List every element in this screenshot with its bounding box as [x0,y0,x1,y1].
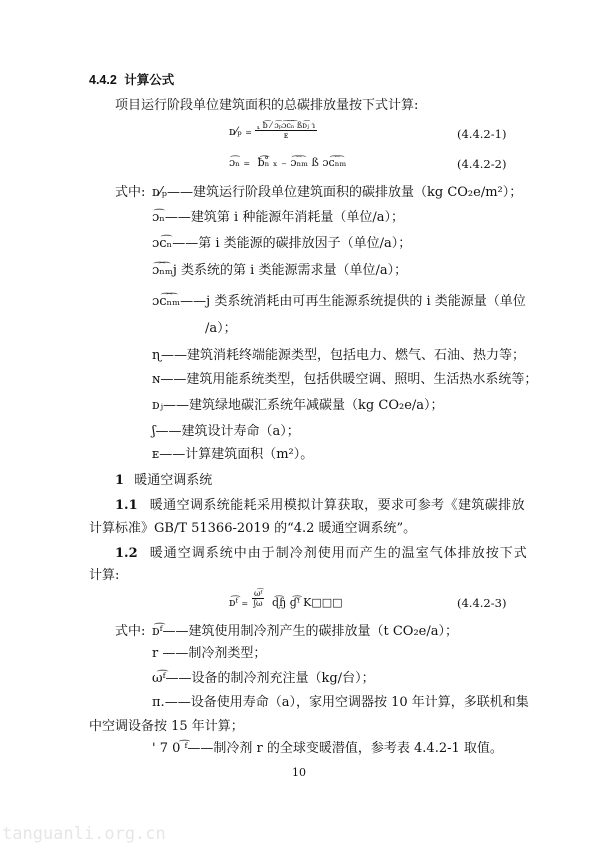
def-row: ɔ͡ₙ——建筑第 i 种能源年消耗量（单位/a）； [152,210,404,225]
page-number: 10 [292,766,306,779]
def-row: ᴅⱼ——建筑绿地碳汇系统年减碳量（kg CO₂e/a）； [152,398,444,413]
eq3-lhs: ᴅ͡ᶠ = [229,596,249,609]
section-number: 4.4.2 [89,73,117,87]
def-row: ɴ——建筑用能系统类型，包括供暖空调、照明、生活热水系统等； [152,372,538,387]
eq1-numerator: ⸤ ƀ͡ ⁄ ɔ͡ₚɔ͡ᴄ͡ₙ͡ ßᴅ͡ⱼ ɿ [257,121,316,130]
watermark: tanguanli.org.cn [2,824,166,844]
eq3-fraction [252,589,264,608]
def-row: r ——制冷剂类型； [152,646,267,661]
where-label-2: 式中: [115,624,146,639]
eq3-denominator: ʃ͡ω [253,599,263,608]
continuation-line: 中空调设备按 15 年计算； [89,719,244,734]
def-row: ᴅ͡ᶠ——建筑使用制冷剂产生的碳排放量（t CO₂e/a）； [152,624,458,639]
paragraph-1-2-line2: 计算: [89,568,120,583]
paragraph-1-1-line1: 1.1 暖通空调系统能耗采用模拟计算获取，要求可参考《建筑碳排放 [115,498,525,513]
def-row: π.——设备使用寿命（a），家用空调器按 10 年计算，多联机和集 [152,695,529,710]
def-row: ' 7 0 ͡ᶠ——制冷剂 r 的全球变暖潜值，参考表 4.4.2-1 取值。 [152,741,503,756]
section-title: 计算公式 [124,73,175,87]
eq2-formula: ɔ͡ₙ = ƀ͡ₙ̊ ₓ ₋ ɔ͡ₙ͡ₘ ß ɔᴄ͡ₙ͡ₘ [229,156,347,169]
def-row: ɔᴄ͡ₙ͡ₘ——j 类系统消耗由可再生能源系统提供的 i 类能源量（单位 [152,294,526,309]
paragraph-1-2-line1: 1.2 暖通空调系统中由于制冷剂使用而产生的温室气体排放按下式 [115,546,528,561]
eq1-fraction [255,121,317,140]
section-heading [89,70,174,88]
where-label: 式中: [115,185,146,200]
paragraph-1-1-line2: 计算标准》GB/T 51366-2019 的“4.2 暖通空调系统”。 [89,521,417,536]
eq2-number: (4.4.2-2) [457,157,507,171]
eq1-number: (4.4.2-1) [457,127,507,141]
def-row: ᴇ——计算建筑面积（m²）。 [152,447,314,462]
intro-text: 项目运行阶段单位建筑面积的总碳排放量按下式计算: [115,98,419,113]
eq3-number: (4.4.2-3) [457,596,507,610]
def-row: ɔᴄ͡ₙ——第 i 类能源的碳排放因子（单位/a）； [152,236,412,251]
eq3-rhs: ɖ͡ɧ ɠ͡ᶠ K□□□ [272,596,343,609]
def-row: ɳ——建筑消耗终端能源类型，包括电力、燃气、石油、热力等； [152,348,526,363]
def-row: ʃ——建筑设计寿命（a）； [152,424,300,439]
def-row: ᴅ⁄ₚ——建筑运行阶段单位建筑面积的碳排放量（kg CO₂e/m²）； [152,185,523,200]
def-row: ω͡ᶠ——设备的制冷剂充注量（kg/台）； [152,671,375,686]
def-row-continuation: /a）； [205,321,237,336]
def-row: ɔ͡ₙ͡ₘj 类系统的第 i 类能源需求量（单位/a）； [152,263,408,278]
eq1-denominator: ᴇ [283,131,289,140]
eq3-numerator: ω͡ᶠ [254,589,263,598]
eq1-lhs: ᴅ⁄ₚ = [229,125,252,138]
subsection-heading: 1 暖通空调系统 [115,473,213,488]
